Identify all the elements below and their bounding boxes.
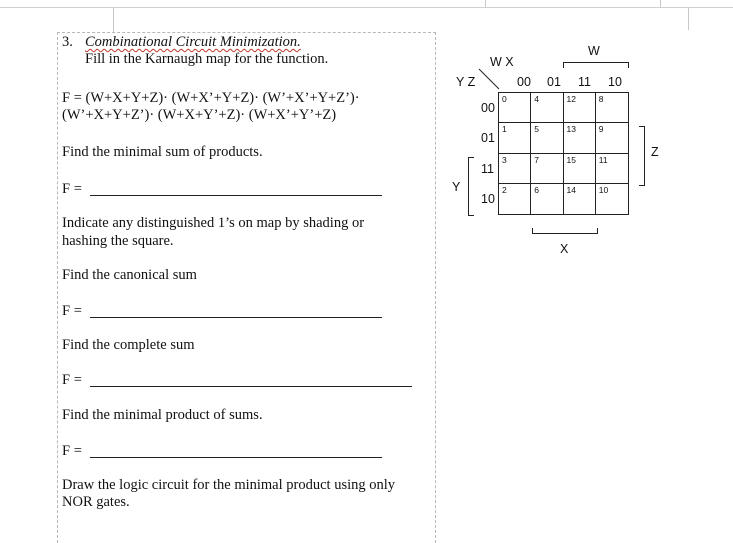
kmap-cell[interactable] [564, 93, 596, 123]
karnaugh-map-grid [498, 92, 629, 215]
kmap-cell[interactable] [531, 154, 563, 184]
function-line-1: F = (W+X+Y+Z)· (W+X’+Y+Z)· (W’+X’+Y+Z’)· [62, 90, 360, 106]
col-header: 10 [608, 75, 622, 89]
y-bracket [468, 157, 474, 216]
row-header: 11 [481, 162, 494, 176]
kmap-cell[interactable] [499, 184, 531, 214]
kmap-cell[interactable] [531, 123, 563, 153]
min-product-label: Find the minimal product of sums. [62, 407, 263, 423]
row-header: 01 [481, 131, 495, 145]
minterm-index: 14 [566, 184, 576, 195]
minterm-index: 2 [502, 184, 507, 195]
kmap-cell[interactable] [499, 93, 531, 123]
distinguished-line-2: hashing the square. [62, 233, 174, 249]
w-bracket [563, 62, 629, 68]
col-var-label: W X [490, 55, 514, 69]
minterm-index: 5 [534, 124, 539, 135]
kmap-cell[interactable] [564, 184, 596, 214]
row-header: 00 [481, 101, 495, 115]
col-header: 11 [578, 75, 591, 89]
question-number: 3. [62, 34, 73, 50]
kmap-cell[interactable] [596, 184, 628, 214]
kmap-cell[interactable] [499, 123, 531, 153]
question-title [85, 34, 301, 51]
margin-marker [660, 0, 661, 7]
f-label: F = [62, 443, 82, 459]
minterm-index: 15 [566, 154, 576, 165]
complete-label: Find the complete sum [62, 337, 195, 353]
kmap-cell[interactable] [596, 154, 628, 184]
minterm-index: 10 [598, 184, 609, 195]
kmap-cell[interactable] [596, 93, 628, 123]
minterm-index: 3 [502, 154, 507, 165]
x-label: X [560, 242, 569, 256]
f-label: F = [62, 303, 82, 319]
row-var-label: Y Z [456, 75, 476, 89]
answer-blank[interactable] [90, 195, 382, 196]
minterm-index: 7 [534, 154, 539, 165]
ruler-line [0, 7, 733, 8]
kmap-corner-diagonal [478, 68, 502, 90]
col-header: 00 [517, 75, 531, 89]
row-header: 10 [481, 192, 495, 206]
instruction-text: Fill in the Karnaugh map for the function. [85, 51, 329, 67]
canonical-label: Find the canonical sum [62, 267, 197, 283]
answer-blank[interactable] [90, 317, 382, 318]
minterm-index: 0 [502, 94, 507, 104]
minterm-index: 1 [502, 124, 507, 135]
minimal-sum-label: Find the minimal sum of products. [62, 144, 263, 160]
kmap-cell[interactable] [564, 123, 596, 153]
x-bracket [532, 228, 598, 234]
nor-line-1: Draw the logic circuit for the minimal product using only [62, 477, 396, 493]
col-header: 01 [547, 75, 561, 89]
answer-blank[interactable] [90, 386, 412, 387]
kmap-cell[interactable] [596, 123, 628, 153]
f-label: F = [62, 372, 82, 388]
margin-marker [113, 8, 114, 32]
minterm-index: 13 [566, 124, 576, 135]
function-line-2: (W’+X+Y+Z’)· (W+X+Y’+Z)· (W+X’+Y’+Z) [62, 107, 337, 123]
z-bracket [639, 126, 645, 186]
f-label: F = [62, 181, 82, 197]
margin-marker [485, 0, 486, 7]
distinguished-line-1: Indicate any distinguished 1’s on map by shading or [62, 215, 365, 231]
answer-blank[interactable] [90, 457, 382, 458]
question-title-text: Combinational Circuit Minimization. [85, 34, 301, 50]
minterm-index: 9 [598, 124, 604, 135]
nor-line-2: NOR gates. [62, 494, 130, 510]
minterm-index: 4 [534, 94, 539, 104]
kmap-cell[interactable] [531, 184, 563, 214]
margin-marker [688, 8, 689, 30]
minterm-index: 6 [534, 184, 539, 195]
y-label: Y [452, 180, 461, 194]
kmap-cell[interactable] [564, 154, 596, 184]
kmap-cell[interactable] [531, 93, 563, 123]
kmap-cell[interactable] [499, 154, 531, 184]
minterm-index: 8 [598, 94, 604, 104]
minterm-index: 11 [598, 154, 608, 165]
w-label: W [588, 44, 600, 58]
minterm-index: 12 [566, 94, 576, 104]
z-label: Z [651, 145, 659, 159]
